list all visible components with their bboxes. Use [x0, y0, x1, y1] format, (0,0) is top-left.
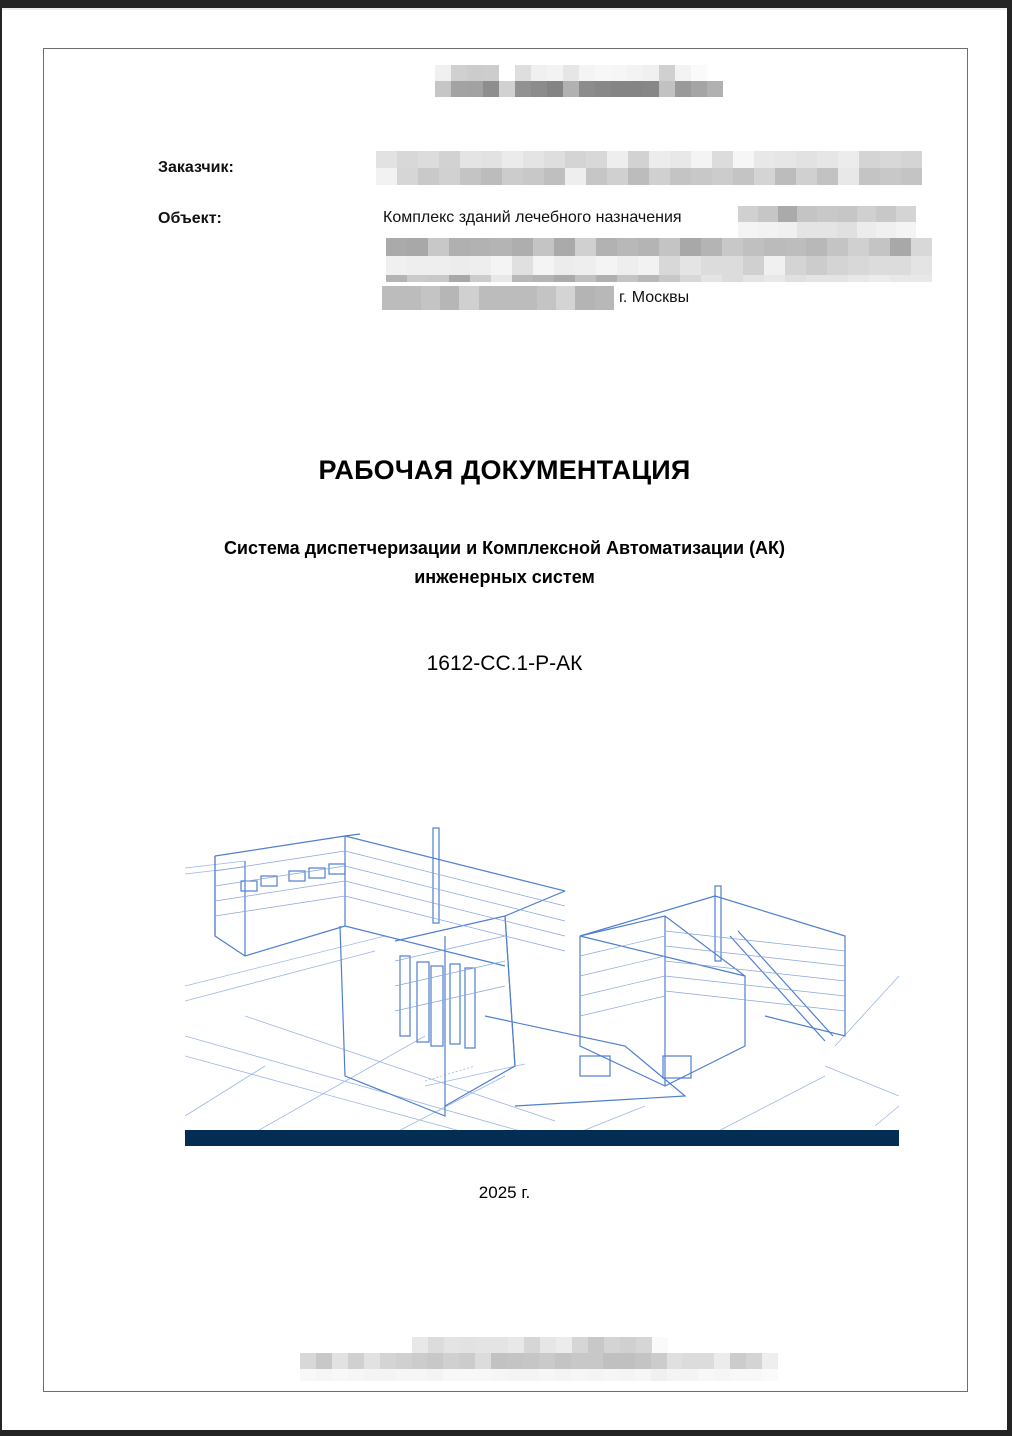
object-line-1: Комплекс зданий лечебного назначения: [383, 209, 682, 226]
document-code: 1612-СС.1-Р-АК: [426, 652, 583, 675]
accent-bar: [185, 1130, 899, 1146]
document-title: РАБОЧАЯ ДОКУМЕНТАЦИЯ: [318, 455, 691, 485]
customer-value-redacted: [376, 151, 922, 185]
document-page: [2, 8, 1007, 1430]
object-line-4-city: г. Москвы: [619, 289, 690, 306]
customer-label: Заказчик:: [158, 159, 234, 176]
page-top-edge: [2, 8, 1007, 10]
object-redacted-3: [382, 286, 614, 310]
object-redacted-2: [386, 238, 932, 282]
footer-redacted-text-1: [412, 1337, 668, 1353]
object-label: Объект:: [158, 210, 222, 227]
header-redacted-text: [435, 65, 723, 97]
document-year: 2025 г.: [478, 1183, 531, 1202]
document-subtitle-line-1: Система диспетчеризации и Комплексной Автоматизации (АК): [223, 538, 786, 558]
building-blueprint-illustration: [185, 816, 899, 1138]
document-subtitle-line-2: инженерных систем: [414, 567, 595, 587]
object-redacted-1: [738, 206, 916, 238]
footer-redacted-text-2: [300, 1353, 794, 1381]
